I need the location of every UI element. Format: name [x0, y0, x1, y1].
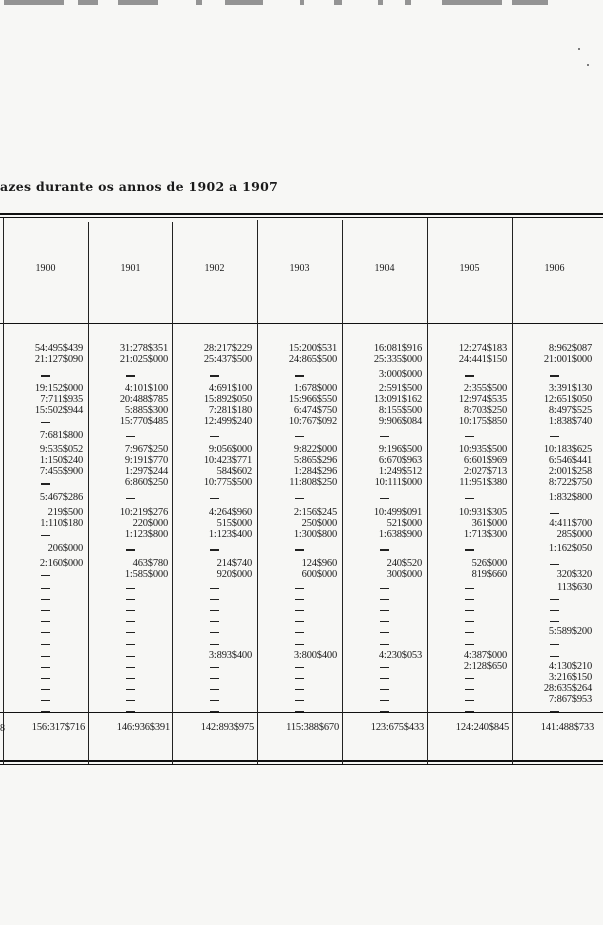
- table-cell: 4:387$000: [463, 649, 507, 661]
- table-cell-dash: [465, 610, 474, 611]
- table-cell: 1:713$300: [463, 528, 507, 540]
- table-cell: 25:335$000: [373, 354, 422, 365]
- speck: [587, 64, 589, 66]
- table-cell: 1:110$180: [40, 517, 83, 529]
- table-cell-dash: [126, 599, 135, 600]
- table-cell: 600$000: [301, 568, 337, 580]
- column-year-header: 1903: [289, 263, 310, 274]
- table-cell: 13:091$162: [373, 393, 422, 405]
- table-cell-dash: [295, 549, 304, 550]
- table-cell: 6:670$963: [378, 455, 422, 467]
- table-cell: 4:130$210: [548, 660, 592, 672]
- table-cell-dash: [126, 610, 135, 611]
- table-cell: 12:651$050: [543, 393, 592, 405]
- table-cell: 12:499$240: [203, 415, 252, 427]
- table-cell: 28:635$264: [543, 682, 592, 694]
- table-cell-dash: [210, 436, 219, 437]
- row-edge-mark: 8: [0, 723, 5, 734]
- table-cell-dash: [550, 564, 559, 565]
- table-cell: 2:160$000: [39, 557, 83, 569]
- table-cell-dash: [380, 711, 389, 712]
- table-cell-dash: [380, 610, 389, 611]
- column-year-header: 1905: [459, 263, 480, 274]
- table-cell-dash: [126, 498, 135, 499]
- table-cell-dash: [41, 621, 50, 622]
- table-cell: 15:892$050: [203, 393, 252, 405]
- table-cell-dash: [210, 632, 219, 633]
- table-cell: 6:546$441: [548, 455, 592, 467]
- table-cell-dash: [550, 711, 559, 712]
- column-divider: [172, 222, 173, 764]
- table-cell-dash: [380, 689, 389, 690]
- table-cell-dash: [380, 667, 389, 668]
- column-total: 142:893$975: [200, 722, 254, 733]
- table-cell-dash: [295, 436, 304, 437]
- table-cell: 7:867$953: [548, 693, 592, 705]
- table-cell-dash: [41, 588, 50, 589]
- table-cell: 1:832$800: [548, 491, 592, 503]
- table-cell-dash: [465, 621, 474, 622]
- table-cell-dash: [295, 644, 304, 645]
- column-year-header: 1901: [120, 263, 141, 274]
- table-cell: 31:278$351: [119, 343, 168, 354]
- column-total: 156:317$716: [31, 722, 85, 733]
- column-total: 141:488$733: [540, 722, 594, 733]
- table-cell-dash: [550, 621, 559, 622]
- table-cell: 8:703$250: [463, 404, 507, 416]
- table-cell-dash: [126, 678, 135, 679]
- table-cell: 521$000: [386, 517, 422, 529]
- table-cell: 10:931$305: [458, 506, 507, 518]
- table-cell: 300$000: [386, 568, 422, 580]
- column-divider: [3, 218, 4, 764]
- table-cell: 28:217$229: [203, 343, 252, 354]
- table-cell: 4:411$700: [549, 517, 592, 529]
- table-cell: 8:962$087: [548, 343, 592, 354]
- table-cell-dash: [465, 599, 474, 600]
- table-cell: 3:216$150: [548, 671, 592, 683]
- table-cell: 3:000$000: [378, 369, 422, 381]
- table-cell-dash: [465, 678, 474, 679]
- table-cell-dash: [41, 599, 50, 600]
- table-cell-dash: [380, 632, 389, 633]
- table-cell-dash: [380, 549, 389, 550]
- table-cell: 3:893$400: [208, 649, 252, 661]
- table-cell-dash: [295, 667, 304, 668]
- table-cell-dash: [41, 644, 50, 645]
- column-total: 146:936$391: [116, 722, 170, 733]
- table-cell-dash: [465, 375, 474, 376]
- table-cell-dash: [295, 599, 304, 600]
- header-top-rule: [0, 213, 603, 215]
- table-cell-dash: [295, 375, 304, 376]
- table-cell: 8:155$500: [378, 404, 422, 416]
- table-cell: 6:474$750: [293, 404, 337, 416]
- table-cell: 124$960: [301, 557, 337, 569]
- column-total: 124:240$845: [455, 722, 509, 733]
- column-year-header: 1904: [374, 263, 395, 274]
- table-cell: 1:297$244: [124, 466, 168, 478]
- table-cell: 4:264$960: [208, 506, 252, 518]
- table-cell-dash: [210, 621, 219, 622]
- table-cell-dash: [41, 667, 50, 668]
- table-cell: 3:391$130: [548, 382, 592, 394]
- table-cell-dash: [380, 644, 389, 645]
- table-cell: 584$602: [216, 466, 252, 478]
- table-cell: 2:156$245: [293, 506, 337, 518]
- table-cell-dash: [465, 689, 474, 690]
- table-cell-dash: [210, 610, 219, 611]
- table-cell-dash: [126, 632, 135, 633]
- table-cell-dash: [550, 610, 559, 611]
- table-cell: 2:001$258: [548, 466, 592, 478]
- table-cell: 6:860$250: [124, 477, 168, 489]
- table-cell-dash: [41, 711, 50, 712]
- table-cell: 21:001$000: [543, 354, 592, 365]
- table-cell: 15:200$531: [288, 343, 337, 354]
- table-cell-dash: [465, 644, 474, 645]
- column-total: 115:388$670: [286, 722, 339, 733]
- table-cell-dash: [550, 599, 559, 600]
- table-cell: 10:423$771: [203, 455, 252, 467]
- table-cell: 10:775$500: [203, 477, 252, 489]
- table-cell: 2:591$500: [378, 382, 422, 394]
- top-scan-edge: [0, 0, 603, 10]
- table-cell-dash: [550, 644, 559, 645]
- table-cell: 214$740: [216, 557, 252, 569]
- table-cell: 7:281$180: [208, 404, 252, 416]
- table-cell: 1:585$000: [124, 568, 168, 580]
- table-cell-dash: [210, 599, 219, 600]
- table-cell-dash: [380, 678, 389, 679]
- table-cell-dash: [295, 678, 304, 679]
- table-cell: 19:152$000: [34, 382, 83, 394]
- table-cell: 206$000: [47, 543, 83, 555]
- table-cell-dash: [41, 375, 50, 376]
- table-cell: 6:601$969: [463, 455, 507, 467]
- table-cell-dash: [295, 632, 304, 633]
- table-cell: 2:027$713: [463, 466, 507, 478]
- table-cell: 5:589$200: [548, 625, 592, 637]
- column-year-header: 1906: [544, 263, 565, 274]
- table-title: azes durante os annos de 1902 a 1907: [0, 179, 279, 194]
- table-cell: 361$000: [471, 517, 507, 529]
- table-cell: 10:499$091: [373, 506, 422, 518]
- table-cell: 11:951$380: [459, 477, 507, 489]
- table-cell-dash: [465, 700, 474, 701]
- table-cell-dash: [210, 678, 219, 679]
- table-cell-dash: [210, 549, 219, 550]
- table-cell-dash: [210, 644, 219, 645]
- table-cell: 1:150$240: [39, 455, 83, 467]
- column-year-header: 1900: [35, 263, 56, 274]
- table-cell-dash: [41, 535, 50, 536]
- table-cell-dash: [126, 656, 135, 657]
- table-cell-dash: [295, 689, 304, 690]
- table-cell-dash: [465, 711, 474, 712]
- table-cell: 15:502$944: [34, 404, 83, 416]
- table-cell: 240$520: [386, 557, 422, 569]
- table-cell-dash: [210, 689, 219, 690]
- table-cell-dash: [295, 610, 304, 611]
- table-cell-dash: [550, 513, 559, 514]
- table-cell: 54:495$439: [34, 343, 83, 354]
- table-cell-dash: [550, 375, 559, 376]
- column-year-header: 1902: [204, 263, 225, 274]
- table-cell: 1:300$800: [293, 528, 337, 540]
- table-cell-dash: [41, 700, 50, 701]
- table-cell-dash: [126, 436, 135, 437]
- table-cell: 819$660: [471, 568, 507, 580]
- table-cell: 24:441$150: [458, 354, 507, 365]
- table-cell: 5:885$300: [124, 404, 168, 416]
- table-cell-dash: [41, 575, 50, 576]
- table-cell-dash: [380, 588, 389, 589]
- speck: [578, 48, 580, 50]
- table-cell: 10:175$850: [458, 415, 507, 427]
- table-cell-dash: [126, 700, 135, 701]
- table-cell-dash: [295, 700, 304, 701]
- column-total: 123:675$433: [370, 722, 424, 733]
- table-cell-dash: [295, 711, 304, 712]
- table-cell-dash: [380, 621, 389, 622]
- table-cell: 15:966$550: [288, 393, 337, 405]
- table-cell: 5:467$286: [39, 491, 83, 503]
- table-cell: 1:284$296: [293, 466, 337, 478]
- table-cell: 8:722$750: [548, 477, 592, 489]
- table-cell: 4:230$053: [378, 649, 422, 661]
- table-cell: 219$500: [47, 506, 83, 518]
- table-cell: 10:935$500: [458, 444, 507, 456]
- table-cell-dash: [210, 700, 219, 701]
- table-cell-dash: [41, 422, 50, 423]
- table-cell-dash: [465, 588, 474, 589]
- table-cell: 320$320: [556, 568, 592, 580]
- table-cell-dash: [126, 621, 135, 622]
- table-cell: 15:770$485: [119, 415, 168, 427]
- table-cell-dash: [126, 375, 135, 376]
- table-cell: 1:678$000: [293, 382, 337, 394]
- column-divider: [342, 220, 343, 764]
- table-cell: 9:822$000: [293, 444, 337, 456]
- table-cell: 16:081$916: [373, 343, 422, 354]
- table-cell: 2:355$500: [463, 382, 507, 394]
- table-cell-dash: [126, 549, 135, 550]
- table-cell: 1:162$050: [548, 543, 592, 555]
- table-cell-dash: [380, 700, 389, 701]
- table-cell: 285$000: [556, 528, 592, 540]
- table-cell: 10:111$000: [374, 477, 422, 489]
- table-cell: 3:800$400: [293, 649, 337, 661]
- table-cell-dash: [41, 632, 50, 633]
- table-cell-dash: [126, 667, 135, 668]
- table-cell-dash: [380, 498, 389, 499]
- table-cell-dash: [210, 588, 219, 589]
- table-cell: 9:191$770: [124, 455, 168, 467]
- table-cell: 8:497$525: [548, 404, 592, 416]
- table-cell: 25:437$500: [203, 354, 252, 365]
- table-cell: 7:711$935: [40, 393, 83, 405]
- table-cell: 7:967$250: [124, 444, 168, 456]
- table-cell-dash: [210, 375, 219, 376]
- table-cell: 12:274$183: [458, 343, 507, 354]
- table-cell: 10:219$276: [119, 506, 168, 518]
- table-cell-dash: [380, 599, 389, 600]
- table-cell-dash: [41, 678, 50, 679]
- table-cell: 220$000: [132, 517, 168, 529]
- table-cell-dash: [465, 549, 474, 550]
- table-cell: 9:196$500: [378, 444, 422, 456]
- table-cell-dash: [210, 711, 219, 712]
- column-divider: [427, 218, 428, 764]
- table-cell-dash: [465, 498, 474, 499]
- table-cell: 920$000: [216, 568, 252, 580]
- table-cell-dash: [41, 610, 50, 611]
- table-cell: 1:249$512: [378, 466, 422, 478]
- table-cell-dash: [41, 483, 50, 484]
- table-cell: 20:488$785: [119, 393, 168, 405]
- table-cell-dash: [126, 644, 135, 645]
- table-cell: 10:767$092: [288, 415, 337, 427]
- table-cell-dash: [210, 498, 219, 499]
- table-cell: 526$000: [471, 557, 507, 569]
- table-cell-dash: [126, 588, 135, 589]
- table-cell: 7:681$800: [39, 429, 83, 441]
- table-cell-dash: [126, 711, 135, 712]
- table-cell-dash: [550, 656, 559, 657]
- table-cell: 4:691$100: [208, 382, 252, 394]
- table-cell-dash: [295, 498, 304, 499]
- bottom-rule-thin: [0, 764, 603, 765]
- table-cell: 21:025$000: [119, 354, 168, 365]
- table-cell: 9:535$052: [39, 444, 83, 456]
- table-cell: 11:808$250: [289, 477, 337, 489]
- table-cell: 113$630: [557, 581, 592, 593]
- table-cell: 12:974$535: [458, 393, 507, 405]
- table-cell: 515$000: [216, 517, 252, 529]
- table-cell-dash: [295, 621, 304, 622]
- table-cell-dash: [126, 689, 135, 690]
- table-cell: 9:906$084: [378, 415, 422, 427]
- table-cell: 4:101$100: [124, 382, 168, 394]
- table-cell: 2:128$650: [463, 660, 507, 672]
- table-cell: 1:638$900: [378, 528, 422, 540]
- table-cell: 1:838$740: [548, 415, 592, 427]
- table-cell: 9:056$000: [208, 444, 252, 456]
- table-cell-dash: [380, 436, 389, 437]
- table-cell: 1:123$400: [208, 528, 252, 540]
- table-cell: 5:865$296: [293, 455, 337, 467]
- table-cell-dash: [550, 436, 559, 437]
- table-cell-dash: [465, 436, 474, 437]
- table-cell-dash: [465, 632, 474, 633]
- table-cell-dash: [41, 689, 50, 690]
- table-cell-dash: [295, 588, 304, 589]
- table-cell: 463$780: [132, 557, 168, 569]
- table-cell: 24:865$500: [288, 354, 337, 365]
- table-cell: 10:183$625: [543, 444, 592, 456]
- column-divider: [88, 222, 89, 764]
- table-cell-dash: [210, 667, 219, 668]
- column-divider: [257, 220, 258, 764]
- table-cell-dash: [41, 656, 50, 657]
- table-cell: 21:127$090: [34, 354, 83, 365]
- table-cell: 250$000: [301, 517, 337, 529]
- table-cell: 1:123$800: [124, 528, 168, 540]
- table-cell: 7:455$900: [39, 466, 83, 478]
